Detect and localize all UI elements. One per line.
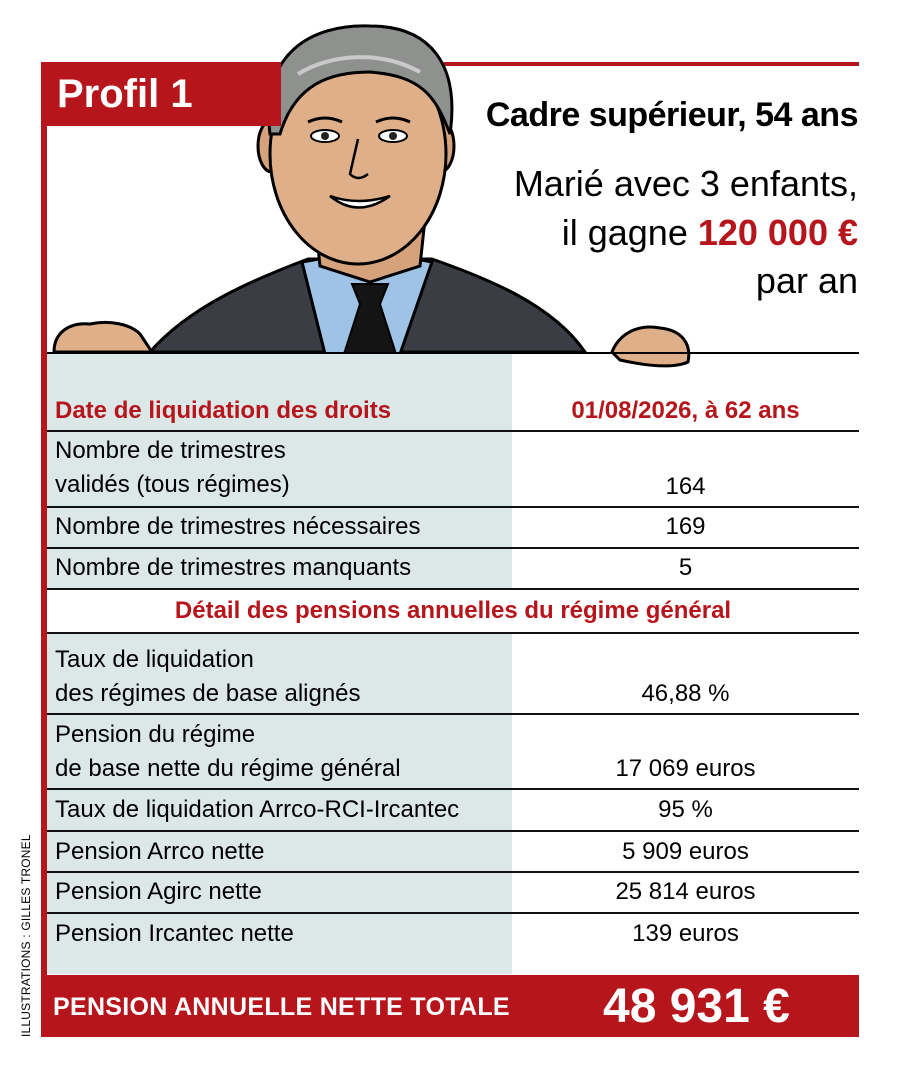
row-value: 25 814 euros [615, 878, 756, 905]
row-divider [47, 912, 859, 914]
row-label [55, 434, 290, 502]
row-label-line: de base nette du régime général [55, 755, 401, 782]
profile-income-line [562, 212, 858, 254]
total-value: 48 931 € [603, 980, 790, 1033]
profil-tab: Profil 1 [41, 62, 281, 126]
row-label: Pension Arrco nette [55, 838, 265, 865]
row-label: Taux de liquidation Arrco-RCI-Ircantec [55, 796, 460, 823]
row-divider [47, 632, 859, 634]
section-title: Détail des pensions annuelles du régime général [47, 590, 859, 632]
row-divider [47, 788, 859, 790]
row-label-line: validés (tous régimes) [55, 471, 290, 498]
row-value: 139 euros [632, 920, 739, 947]
row-divider [47, 506, 859, 508]
illustration-credit: ILLUSTRATIONS : GILLES TRONEL [19, 834, 33, 1037]
row-value: 164 [665, 473, 706, 500]
row-label: Nombre de trimestres nécessaires [55, 513, 421, 540]
total-label: PENSION ANNUELLE NETTE TOTALE [53, 993, 510, 1021]
row-value: 95 % [658, 796, 713, 823]
row-divider [47, 871, 859, 873]
row-label [55, 718, 401, 786]
row-label-line: Taux de liquidation [55, 646, 254, 673]
row-label-line: Nombre de trimestres [55, 437, 286, 464]
row-value: 169 [665, 513, 706, 540]
row-label: Nombre de trimestres manquants [55, 554, 412, 581]
row-label-line: des régimes de base alignés [55, 680, 361, 707]
pension-table [47, 354, 859, 974]
income-amount: 120 000 € [697, 212, 858, 253]
row-divider [47, 430, 859, 432]
liquidation-value: 01/08/2026, à 62 ans [571, 397, 800, 424]
row-value: 46,88 % [641, 680, 730, 707]
income-prefix: il gagne [561, 212, 698, 253]
total-bar [41, 975, 859, 1037]
row-label: Pension Agirc nette [55, 878, 262, 905]
liquidation-label: Date de liquidation des droits [55, 397, 392, 424]
row-divider [47, 547, 859, 549]
profile-title: Cadre supérieur, 54 ans [485, 96, 858, 134]
row-divider [47, 713, 859, 715]
row-label-line: Pension du régime [55, 721, 256, 748]
row-divider [47, 830, 859, 832]
row-value: 5 909 euros [622, 838, 749, 865]
profile-income-period: par an [755, 260, 858, 301]
row-label [55, 643, 361, 711]
profile-family-line: Marié avec 3 enfants, [513, 163, 858, 204]
row-value: 17 069 euros [615, 755, 756, 782]
row-label: Pension Ircantec nette [55, 920, 294, 947]
row-value: 5 [678, 554, 693, 581]
